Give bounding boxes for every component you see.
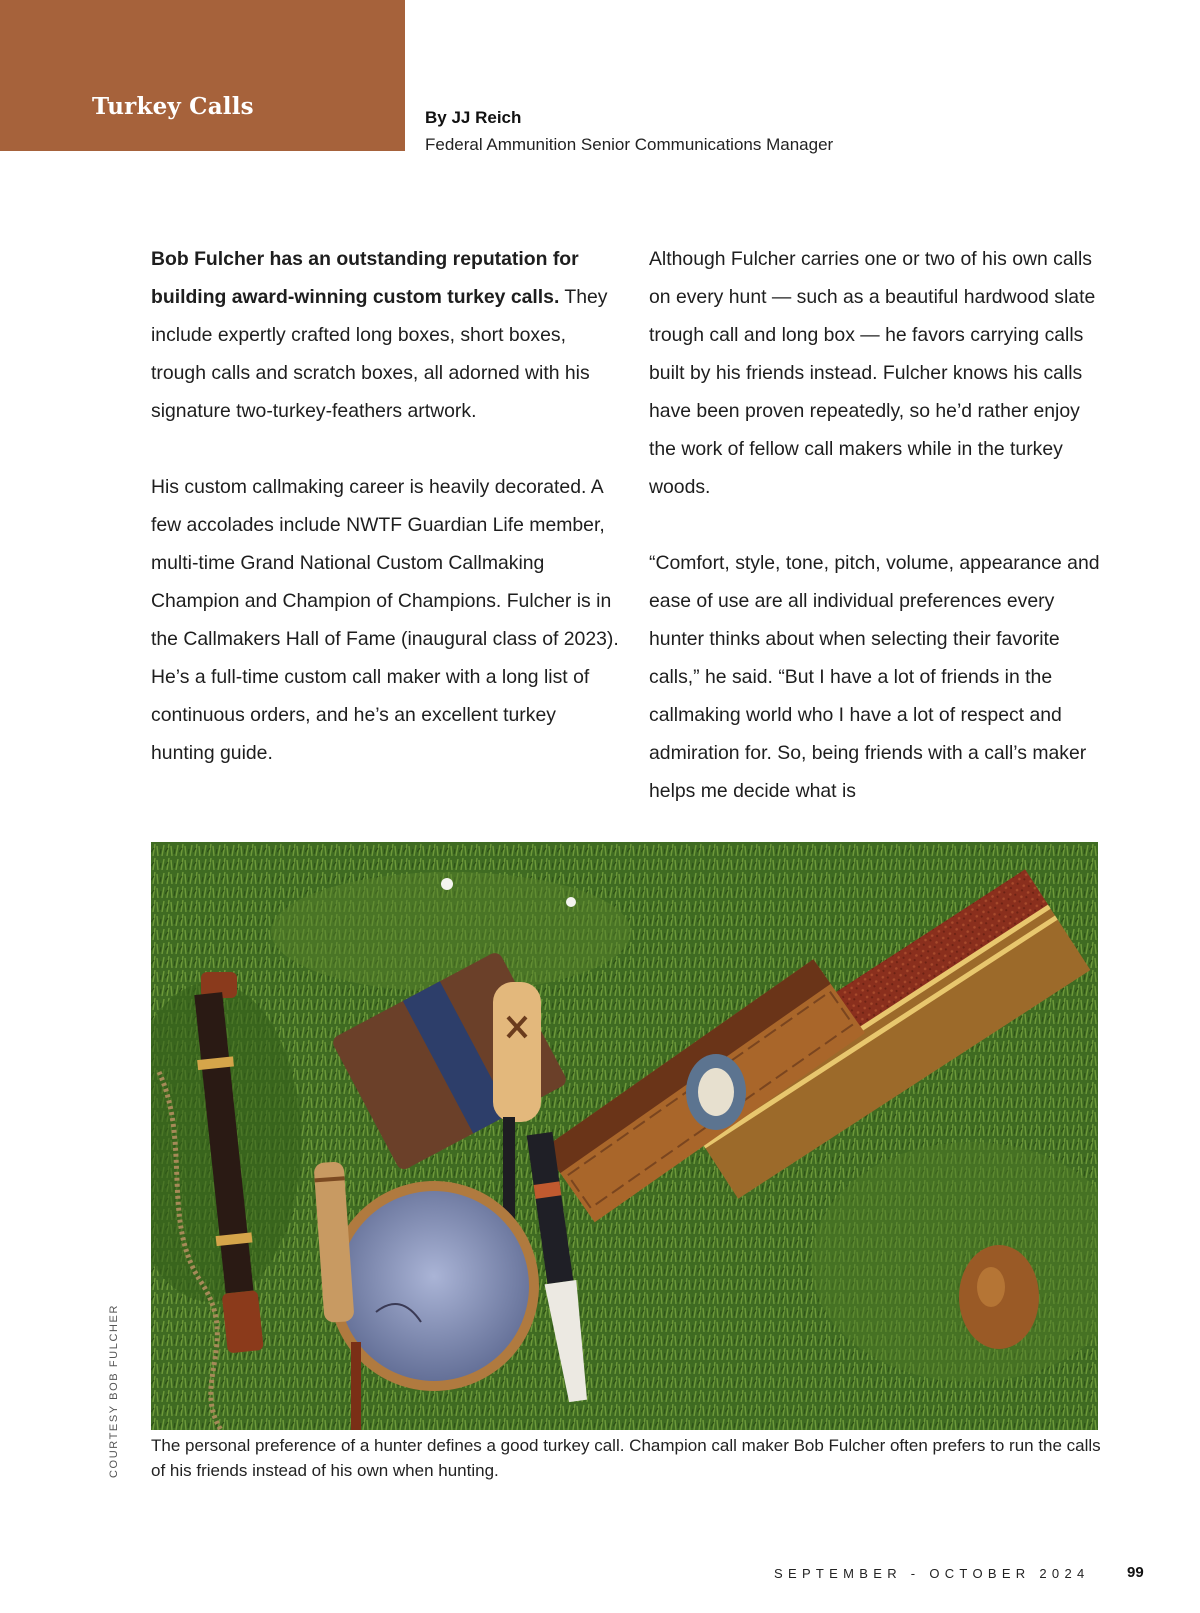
byline-role: Federal Ammunition Senior Communications Manager — [425, 135, 834, 154]
issue-date: SEPTEMBER - OCTOBER 2024 — [774, 1566, 1090, 1581]
quote-paragraph: “Comfort, style, tone, pitch, volume, appearance and ease of use are all individual preferences every hunter thinks about when selecting their favorite calls,” he said. “But I have a lot of friends in the callmaking world who I have a lot of respect and admiration for. So, being friends with a call’s maker helps me decide what is — [649, 552, 1100, 802]
article-column-right — [649, 240, 1109, 810]
byline — [425, 106, 833, 157]
section-tab — [0, 0, 405, 151]
intro-paragraph — [151, 240, 621, 430]
article-column-left — [151, 240, 621, 772]
body-paragraph: His custom callmaking career is heavily decorated. A few accolades include NWTF Guardian Life member, multi-time Grand National Custom Callmaking Champion and Champion of Champions. Fulcher is in the Callmakers Hall of Fame (inaugural class of 2023). He’s a full-time custom call maker with a long list of continuous orders, and he’s an excellent turkey hunting guide. — [151, 476, 619, 764]
photo-credit: COURTESY BOB FULCHER — [108, 1303, 120, 1478]
photo-caption: The personal preference of a hunter defines a good turkey call. Champion call maker Bob Fulcher often prefers to run the calls of his friends instead of his own when hunting. — [151, 1436, 1101, 1480]
page-number: 99 — [1127, 1564, 1144, 1581]
lead-sentence: Bob Fulcher has an outstanding reputation for building award-winning custom turkey calls. — [151, 248, 579, 308]
lead-continuation: They include expertly crafted long boxes, short boxes, trough calls and scratch boxes, all adorned with his signature two-turkey-feathers artwork. — [151, 286, 608, 422]
byline-author: By JJ Reich — [425, 108, 522, 127]
turkey-calls-photo — [151, 842, 1098, 1430]
section-title: Turkey Calls — [92, 93, 254, 120]
body-paragraph: Although Fulcher carries one or two of his own calls on every hunt — such as a beautiful hardwood slate trough call and long box — he favors carrying calls built by his friends instead. Fulcher knows his calls have been proven repeatedly, so he’d rather enjoy the work of fellow call makers while in the turkey woods. — [649, 248, 1096, 498]
